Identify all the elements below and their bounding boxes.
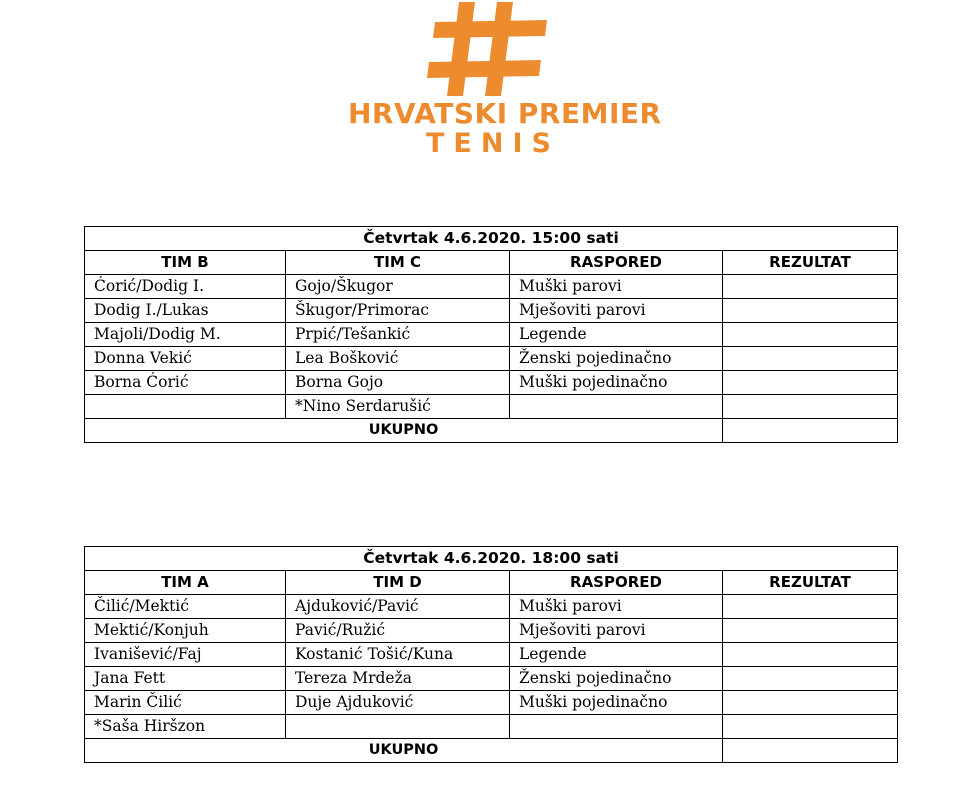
logo-title: HRVATSKI PREMIER <box>348 97 662 130</box>
column-header: RASPORED <box>510 571 723 595</box>
column-header: TIM D <box>286 571 510 595</box>
team-2-cell: Škugor/Primorac <box>286 299 510 323</box>
team-1-cell: Ivanišević/Faj <box>85 643 286 667</box>
total-value <box>723 419 898 443</box>
team-2-cell: Tereza Mrdeža <box>286 667 510 691</box>
table-row <box>85 323 898 347</box>
team-2-cell: Lea Bošković <box>286 347 510 371</box>
schedule-cell: Legende <box>510 323 723 347</box>
total-row <box>85 739 898 763</box>
result-cell <box>723 347 898 371</box>
hashtag-icon <box>425 0 555 98</box>
team-2-cell: Pavić/Ružić <box>286 619 510 643</box>
team-1-cell: Majoli/Dodig M. <box>85 323 286 347</box>
table-row <box>85 275 898 299</box>
result-cell <box>723 667 898 691</box>
team-1-cell: Jana Fett <box>85 667 286 691</box>
schedule-cell <box>510 715 723 739</box>
logo <box>330 0 662 170</box>
schedule-cell: Legende <box>510 643 723 667</box>
logo-subtitle: TENIS <box>426 128 560 159</box>
match-title: Četvrtak 4.6.2020. 18:00 sati <box>85 547 898 571</box>
team-2-cell: Prpić/Tešankić <box>286 323 510 347</box>
table-row <box>85 347 898 371</box>
total-row <box>85 419 898 443</box>
table-row <box>85 371 898 395</box>
team-2-cell: Borna Gojo <box>286 371 510 395</box>
team-2-cell <box>286 715 510 739</box>
team-2-cell: Gojo/Škugor <box>286 275 510 299</box>
result-cell <box>723 299 898 323</box>
schedule-cell: Muški parovi <box>510 275 723 299</box>
result-cell <box>723 619 898 643</box>
team-1-cell: *Saša Hiršzon <box>85 715 286 739</box>
total-label: UKUPNO <box>85 739 723 763</box>
schedule-cell: Muški pojedinačno <box>510 691 723 715</box>
team-1-cell: Mektić/Konjuh <box>85 619 286 643</box>
match-title: Četvrtak 4.6.2020. 15:00 sati <box>85 227 898 251</box>
table-row <box>85 595 898 619</box>
result-cell <box>723 643 898 667</box>
total-value <box>723 739 898 763</box>
schedule-cell: Ženski pojedinačno <box>510 667 723 691</box>
schedule-cell: Mješoviti parovi <box>510 619 723 643</box>
schedule-cell: Mješoviti parovi <box>510 299 723 323</box>
team-1-cell: Čilić/Mektić <box>85 595 286 619</box>
team-1-cell: Ćorić/Dodig I. <box>85 275 286 299</box>
table-row <box>85 395 898 419</box>
schedule-cell: Muški parovi <box>510 595 723 619</box>
column-header: TIM A <box>85 571 286 595</box>
schedule-cell <box>510 395 723 419</box>
table-row <box>85 643 898 667</box>
team-1-cell: Donna Vekić <box>85 347 286 371</box>
column-header: TIM C <box>286 251 510 275</box>
team-1-cell: Marin Čilić <box>85 691 286 715</box>
team-1-cell: Dodig I./Lukas <box>85 299 286 323</box>
team-2-cell: Duje Ajduković <box>286 691 510 715</box>
total-label: UKUPNO <box>85 419 723 443</box>
match-table <box>84 546 898 763</box>
match-table <box>84 226 898 443</box>
schedule-cell: Ženski pojedinačno <box>510 347 723 371</box>
result-cell <box>723 691 898 715</box>
result-cell <box>723 595 898 619</box>
team-2-cell: Ajduković/Pavić <box>286 595 510 619</box>
table-row <box>85 619 898 643</box>
table-row <box>85 667 898 691</box>
table-row <box>85 691 898 715</box>
column-header: RASPORED <box>510 251 723 275</box>
team-1-cell <box>85 395 286 419</box>
result-cell <box>723 371 898 395</box>
column-header: TIM B <box>85 251 286 275</box>
team-1-cell: Borna Ćorić <box>85 371 286 395</box>
result-cell <box>723 715 898 739</box>
column-header: REZULTAT <box>723 571 898 595</box>
result-cell <box>723 275 898 299</box>
schedule-cell: Muški pojedinačno <box>510 371 723 395</box>
result-cell <box>723 395 898 419</box>
table-row <box>85 715 898 739</box>
table-row <box>85 299 898 323</box>
team-2-cell: Kostanić Tošić/Kuna <box>286 643 510 667</box>
column-header: REZULTAT <box>723 251 898 275</box>
result-cell <box>723 323 898 347</box>
team-2-cell: *Nino Serdarušić <box>286 395 510 419</box>
